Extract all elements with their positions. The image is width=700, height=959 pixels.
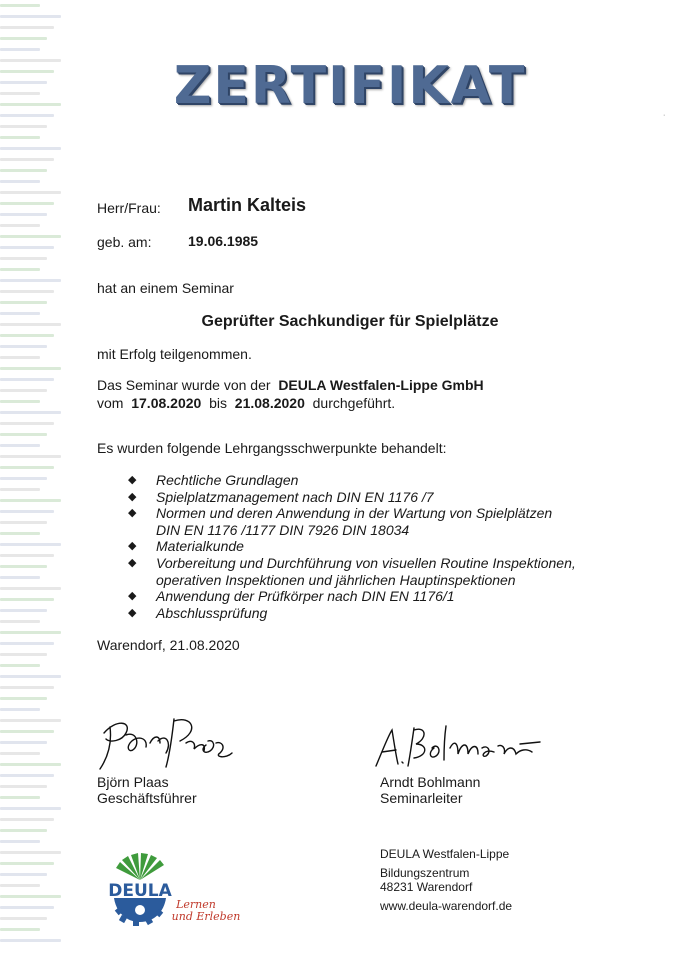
topics-heading: Es wurden folgende Lehrgangsschwerpunkte behandelt: xyxy=(97,440,447,456)
topic-text: Rechtliche Grundlagen xyxy=(156,472,299,488)
topic-item xyxy=(128,489,576,506)
logo-slogan-1: Lernen xyxy=(176,898,216,911)
watermark-line xyxy=(0,664,40,667)
topics-list xyxy=(128,472,576,621)
place-date: Warendorf, 21.08.2020 xyxy=(97,637,240,653)
watermark-line xyxy=(0,202,54,205)
topic-text: ◆ Normen und deren Anwendung in der Wartung von Spielplätzen xyxy=(156,505,553,522)
watermark-line xyxy=(0,345,47,348)
intro-text: hat an einem Seminar xyxy=(97,280,234,296)
watermark-line xyxy=(0,400,40,403)
watermark-line xyxy=(0,510,54,513)
watermark-line xyxy=(0,378,54,381)
watermark-line xyxy=(0,620,40,623)
watermark-line xyxy=(0,752,40,755)
watermark-line xyxy=(0,488,40,491)
topic-item xyxy=(128,605,576,622)
seminar-title: Geprüfter Sachkundiger für Spielplätze xyxy=(201,313,499,330)
watermark-line xyxy=(0,708,40,711)
watermark-line xyxy=(0,422,54,425)
topic-item xyxy=(128,538,576,555)
watermark-line xyxy=(0,125,47,128)
deula-logo xyxy=(100,852,250,932)
watermark-line xyxy=(0,818,54,821)
signatory2-name: Arndt Bohlmann xyxy=(380,774,481,790)
recipient-name: Martin Kalteis xyxy=(188,195,307,215)
organizer-prefix: Das Seminar wurde von der xyxy=(97,377,271,393)
recipient-dob: 19.06.1985 xyxy=(188,233,259,249)
watermark-line xyxy=(0,675,61,678)
watermark-line xyxy=(0,444,40,447)
watermark-line xyxy=(0,433,47,436)
certificate-title: ZERTIFIKAT xyxy=(173,56,527,116)
topic-text: Spielplatzmanagement nach DIN EN 1176 /7 xyxy=(156,488,434,505)
watermark-line xyxy=(0,15,61,18)
watermark-line xyxy=(0,873,47,876)
watermark-line xyxy=(0,796,40,799)
watermark-line xyxy=(0,477,47,480)
signatory1-name: Björn Plaas xyxy=(97,774,169,790)
watermark-line xyxy=(0,147,61,150)
watermark-line xyxy=(0,4,40,7)
footer-org: DEULA Westfalen-Lippe xyxy=(380,847,510,861)
watermark-line xyxy=(0,939,61,942)
watermark-line xyxy=(0,235,61,238)
watermark-line xyxy=(0,642,54,645)
organizer-line xyxy=(97,377,484,393)
watermark-line xyxy=(0,334,54,337)
watermark-line xyxy=(0,609,47,612)
watermark-line xyxy=(0,521,47,524)
watermark-line xyxy=(0,37,47,40)
watermark-line xyxy=(0,356,40,359)
topic-item xyxy=(128,505,576,538)
topic-text-cont: DIN EN 1176 /1177 DIN 7926 DIN 18034 xyxy=(156,521,410,538)
dob-label: geb. am: xyxy=(97,234,152,250)
end-date: 21.08.2020 xyxy=(234,395,305,411)
watermark-line xyxy=(0,466,54,469)
watermark-line xyxy=(0,829,47,832)
watermark-line xyxy=(0,158,54,161)
signature-plaas xyxy=(96,713,236,775)
signature-bohlmann xyxy=(370,722,550,774)
topic-text-cont: operativen Inspektionen und jährlichen Hauptinspektionen xyxy=(156,571,516,588)
name-label: Herr/Frau: xyxy=(97,200,161,216)
watermark-line xyxy=(0,136,40,139)
watermark-line xyxy=(0,807,61,810)
watermark-line xyxy=(0,631,61,634)
logo-slogan-2: und Erleben xyxy=(171,910,241,923)
watermark-line xyxy=(0,290,54,293)
watermark-line xyxy=(0,741,47,744)
topic-item xyxy=(128,472,576,489)
watermark-line xyxy=(0,785,47,788)
watermark-line xyxy=(0,543,61,546)
watermark-line xyxy=(0,411,61,414)
watermark-line xyxy=(0,499,61,502)
watermark-line xyxy=(0,389,47,392)
watermark-line xyxy=(0,26,54,29)
watermark-line xyxy=(0,48,40,51)
margin-watermark xyxy=(0,0,72,959)
watermark-line xyxy=(0,301,47,304)
signatory1-role: Geschäftsführer xyxy=(97,790,197,806)
footer-line2: 48231 Warendorf xyxy=(380,880,473,894)
watermark-line xyxy=(0,367,61,370)
watermark-line xyxy=(0,246,54,249)
signatory2-role: Seminarleiter xyxy=(380,790,463,806)
footer-line1: Bildungszentrum xyxy=(380,866,470,880)
watermark-line xyxy=(0,862,54,865)
watermark-line xyxy=(0,686,54,689)
outcome-text: mit Erfolg teilgenommen. xyxy=(97,346,252,362)
topic-item xyxy=(128,555,576,588)
watermark-line xyxy=(0,191,61,194)
organizer-name: DEULA Westfalen-Lippe GmbH xyxy=(278,377,484,393)
watermark-line xyxy=(0,719,61,722)
topic-text: Materialkunde xyxy=(156,538,244,555)
from-label: vom xyxy=(97,395,124,411)
watermark-line xyxy=(0,554,54,557)
watermark-line xyxy=(0,928,40,931)
topic-text: ◆ Vorbereitung und Durchführung von visuellen Routine Inspektionen, xyxy=(156,554,576,571)
topic-text: Anwendung der Prüfkörper nach DIN EN 1176/1 xyxy=(156,588,455,605)
watermark-line xyxy=(0,576,40,579)
watermark-line xyxy=(0,917,47,920)
to-label: bis xyxy=(209,395,227,411)
topic-item xyxy=(128,588,576,605)
watermark-line xyxy=(0,851,61,854)
watermark-line xyxy=(0,697,47,700)
watermark-line xyxy=(0,840,40,843)
footer-web: www.deula-warendorf.de xyxy=(380,899,513,913)
conducted-suffix: durchgeführt. xyxy=(312,395,396,411)
watermark-line xyxy=(0,224,40,227)
watermark-line xyxy=(0,730,54,733)
watermark-line xyxy=(0,598,54,601)
watermark-line xyxy=(0,169,47,172)
watermark-line xyxy=(0,774,54,777)
watermark-line xyxy=(0,653,47,656)
watermark-line xyxy=(0,763,61,766)
date-range-line xyxy=(97,395,395,411)
watermark-line xyxy=(0,268,40,271)
watermark-line xyxy=(0,213,47,216)
scan-mark: · xyxy=(663,112,666,119)
topic-text: Abschlussprüfung xyxy=(156,604,268,621)
watermark-line xyxy=(0,455,61,458)
start-date: 17.08.2020 xyxy=(131,395,202,411)
watermark-line xyxy=(0,895,61,898)
watermark-line xyxy=(0,906,54,909)
watermark-line xyxy=(0,257,47,260)
watermark-line xyxy=(0,532,40,535)
watermark-line xyxy=(0,587,61,590)
watermark-line xyxy=(0,565,47,568)
watermark-line xyxy=(0,884,40,887)
watermark-line xyxy=(0,279,61,282)
watermark-line xyxy=(0,180,40,183)
logo-wordmark: DEULA xyxy=(108,881,172,901)
